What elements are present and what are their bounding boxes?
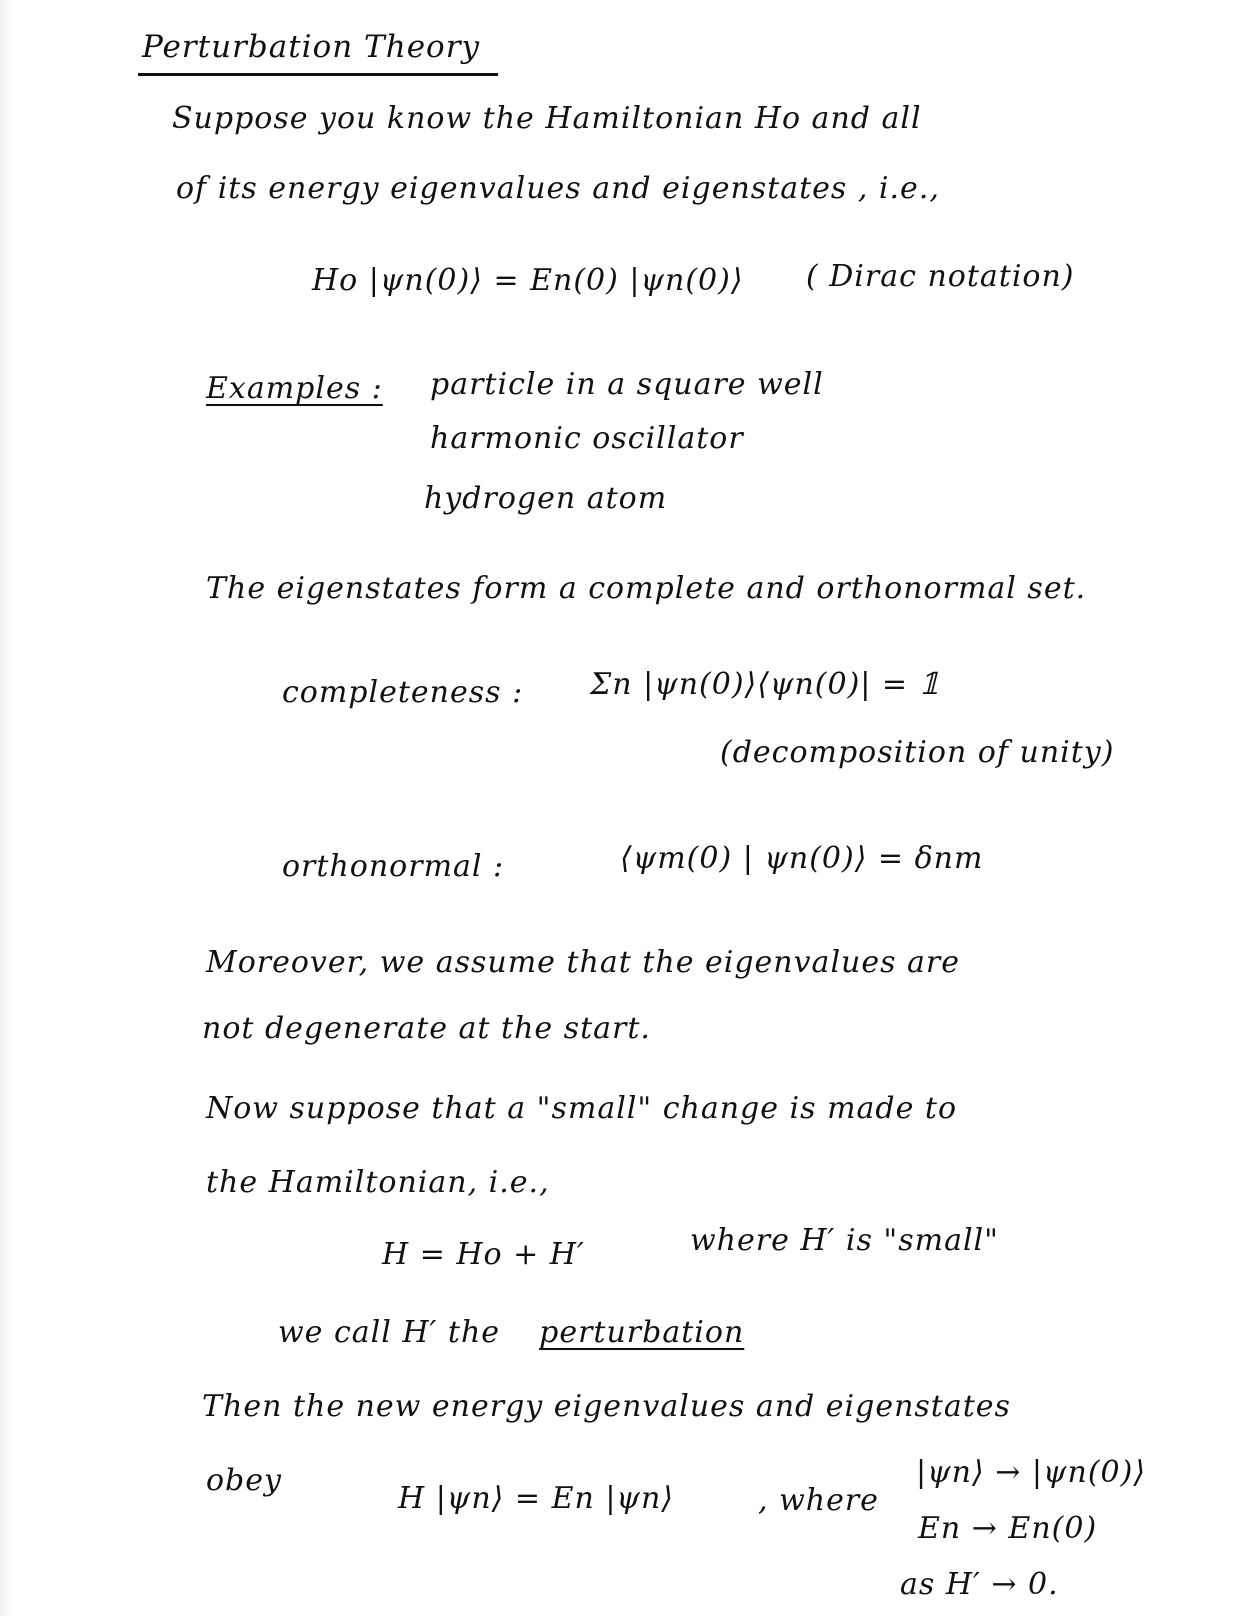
obey-word: obey — [206, 1463, 282, 1498]
example-item: particle in a square well — [430, 367, 824, 402]
completeness-note: (decomposition of unity) — [720, 735, 1115, 770]
perturbation-definition — [278, 1315, 745, 1350]
new-eigen-line: Then the new energy eigenvalues and eigenstates — [202, 1389, 1011, 1424]
scan-edge-shading — [0, 0, 14, 1616]
page-title: Perturbation Theory — [142, 29, 481, 65]
perturbation-definition-prefix: we call H′ the — [278, 1315, 501, 1350]
title-underline — [138, 73, 498, 76]
orthonormal-label: orthonormal : — [282, 849, 505, 884]
intro-line-1: Suppose you know the Hamiltonian Ho and all — [172, 101, 922, 136]
limit-condition: as H′ → 0. — [900, 1567, 1059, 1602]
example-item: harmonic oscillator — [430, 421, 744, 456]
schrodinger-perturbed-equation: H |ψn⟩ = En |ψn⟩ — [398, 1481, 674, 1516]
assumption-line-2: not degenerate at the start. — [202, 1011, 651, 1046]
where-word: , where — [758, 1483, 879, 1518]
examples-label: Examples : — [206, 371, 383, 406]
state-limit: |ψn⟩ → |ψn(0)⟩ — [916, 1455, 1147, 1490]
schrodinger-unperturbed-equation: Ho |ψn(0)⟩ = En(0) |ψn(0)⟩ — [312, 263, 744, 298]
assumption-line-1: Moreover, we assume that the eigenvalues are — [206, 945, 961, 980]
example-item: hydrogen atom — [424, 481, 668, 516]
completeness-label: completeness : — [282, 675, 524, 710]
completeness-relation: Σn |ψn(0)⟩⟨ψn(0)| = 𝟙 — [590, 667, 941, 702]
perturbation-intro-line-2: the Hamiltonian, i.e., — [206, 1165, 550, 1200]
perturbation-term: perturbation — [539, 1315, 745, 1350]
perturbation-intro-line-1: Now suppose that a "small" change is made to — [206, 1091, 958, 1126]
orthonormality-relation: ⟨ψm(0) | ψn(0)⟩ = δnm — [620, 841, 984, 876]
basis-sentence: The eigenstates form a complete and orthonormal set. — [206, 571, 1087, 606]
dirac-notation-note: ( Dirac notation) — [806, 259, 1075, 294]
energy-limit: En → En(0) — [918, 1511, 1098, 1546]
intro-line-2: of its energy eigenvalues and eigenstates , i.e., — [176, 171, 940, 206]
perturbed-hamiltonian-equation: H = Ho + H′ — [382, 1237, 585, 1272]
small-perturbation-note: where H′ is "small" — [690, 1223, 999, 1258]
